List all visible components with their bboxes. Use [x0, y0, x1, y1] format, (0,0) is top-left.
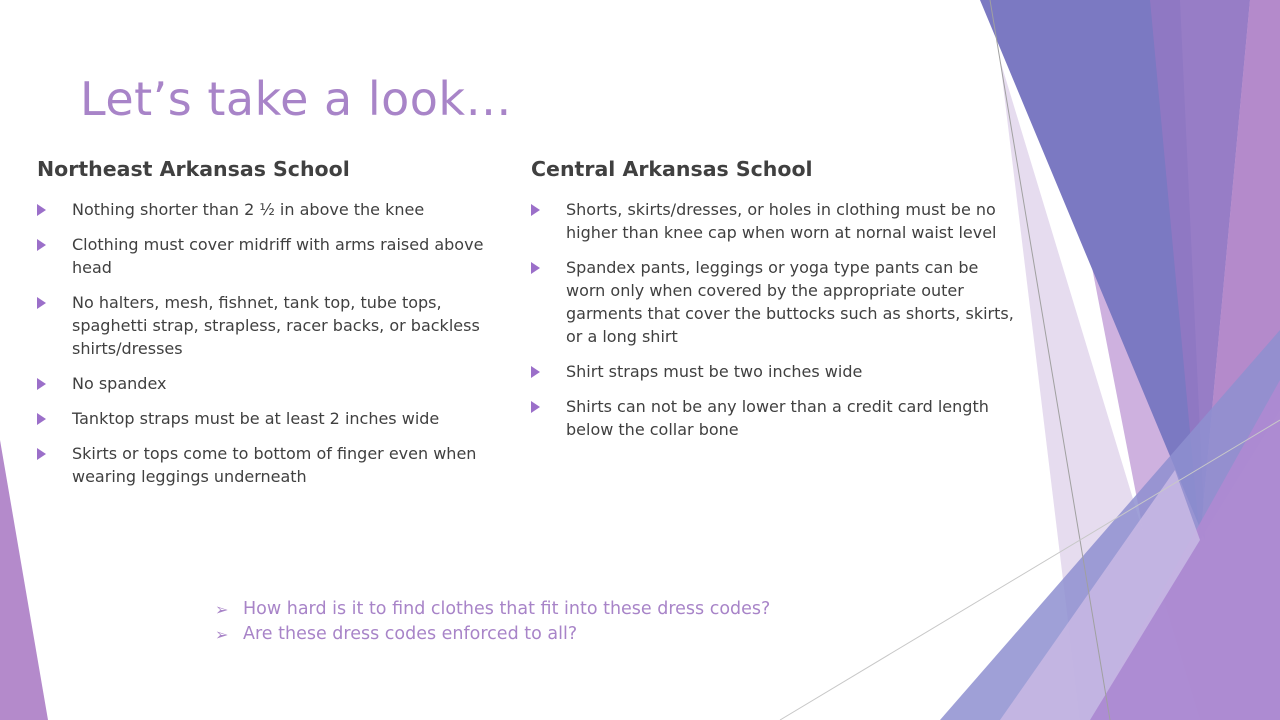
triangle-bullet-icon: [531, 401, 540, 413]
triangle-bullet-icon: [37, 448, 46, 460]
discussion-questions: [215, 597, 770, 647]
list-item: [531, 395, 1021, 441]
triangle-bullet-icon: [531, 366, 540, 378]
list-item-text: No spandex: [72, 374, 167, 393]
list-item-text: Nothing shorter than 2 ½ in above the knee: [72, 200, 425, 219]
question-item: [215, 597, 770, 622]
list-item-text: Tanktop straps must be at least 2 inches wide: [72, 409, 440, 428]
list-item: [37, 407, 512, 430]
list-item: [37, 442, 512, 488]
triangle-bullet-icon: [37, 378, 46, 390]
question-text: How hard is it to find clothes that fit into these dress codes?: [243, 599, 771, 619]
central-heading: Central Arkansas School: [531, 157, 813, 181]
list-item-text: Shirts can not be any lower than a credit card length below the collar bone: [566, 397, 989, 439]
list-item-text: Shorts, skirts/dresses, or holes in clothing must be no higher than knee cap when worn at nornal waist level: [566, 200, 997, 242]
list-item: [37, 291, 512, 360]
list-item: [37, 233, 512, 279]
list-item-text: Skirts or tops come to bottom of finger even when wearing leggings underneath: [72, 444, 477, 486]
page-title: Let’s take a look…: [80, 72, 513, 126]
arrow-bullet-icon: ➢: [215, 625, 229, 644]
list-item-text: Clothing must cover midriff with arms raised above head: [72, 235, 484, 277]
triangle-bullet-icon: [531, 204, 540, 216]
list-item: [37, 372, 512, 395]
question-item: [215, 622, 770, 647]
northeast-heading: Northeast Arkansas School: [37, 157, 350, 181]
list-item: [37, 198, 512, 221]
northeast-column: [37, 157, 512, 500]
list-item: [531, 256, 1021, 348]
arrow-bullet-icon: ➢: [215, 600, 229, 619]
list-item-text: Shirt straps must be two inches wide: [566, 362, 863, 381]
list-item: [531, 198, 1021, 244]
triangle-bullet-icon: [37, 413, 46, 425]
central-column: [531, 157, 1021, 453]
triangle-bullet-icon: [37, 204, 46, 216]
triangle-bullet-icon: [37, 239, 46, 251]
list-item-text: No halters, mesh, fishnet, tank top, tube tops, spaghetti strap, strapless, racer backs, or backless shirts/dresses: [72, 293, 480, 358]
central-list: [531, 198, 1021, 441]
question-text: Are these dress codes enforced to all?: [243, 624, 578, 644]
triangle-bullet-icon: [531, 262, 540, 274]
triangle-bullet-icon: [37, 297, 46, 309]
list-item: [531, 360, 1021, 383]
list-item-text: Spandex pants, leggings or yoga type pants can be worn only when covered by the appropriate outer garments that cover the buttocks such as shorts, skirts, or a long shirt: [566, 258, 1014, 346]
northeast-list: [37, 198, 512, 488]
